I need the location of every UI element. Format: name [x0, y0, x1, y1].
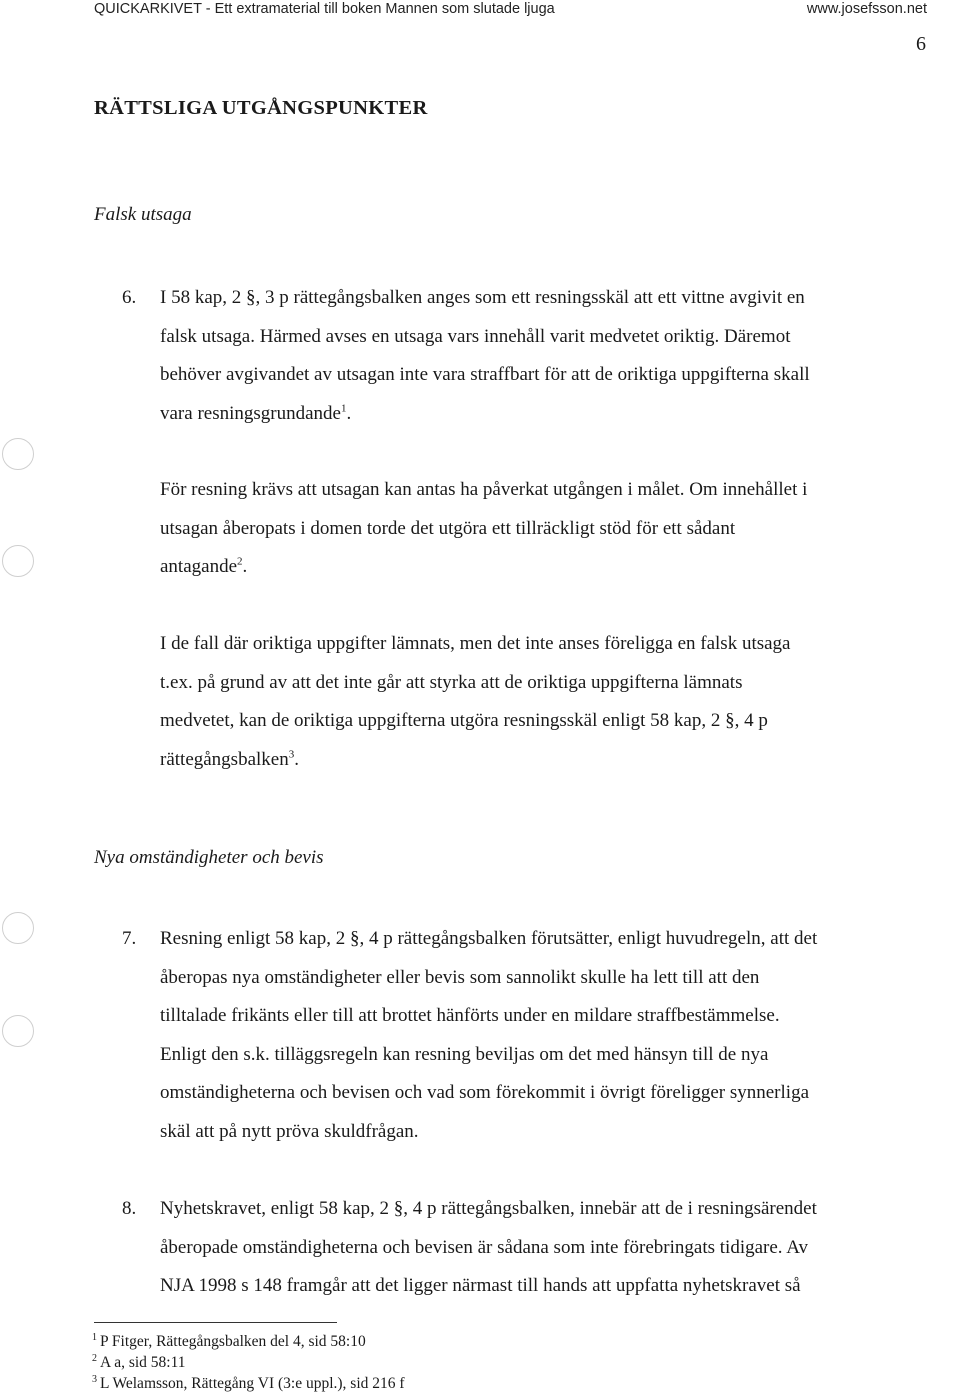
page-number: 6 [916, 33, 926, 55]
section-title: RÄTTSLIGA UTGÅNGSPUNKTER [94, 97, 428, 119]
line-end: . [346, 402, 352, 424]
footnote [92, 1331, 405, 1352]
text-line [160, 548, 807, 587]
text-line: I de fall där oriktiga uppgifter lämnats, men det inte anses föreligga en falsk utsaga [160, 633, 791, 654]
paragraph-7 [122, 920, 818, 1151]
footnote [92, 1352, 405, 1373]
header-title: QUICKARKIVET - Ett extramaterial till boken Mannen som slutade ljuga [94, 1, 555, 17]
line-end: . [242, 556, 248, 577]
text-line: utsagan åberopats i domen torde det utgöra ett tillräckligt stöd för ett sådant [160, 517, 736, 539]
text-line [160, 395, 810, 434]
paragraph-6-continued-2 [160, 625, 790, 779]
text-line: Nyhetskravet, enligt 58 kap, 2 §, 4 p rättegångsbalken, innebär att de i resningsärendet [160, 1198, 817, 1219]
text-line-content: vara resningsgrundande [160, 402, 341, 424]
text-line: medvetet, kan de oriktiga uppgifterna utgöra resningsskäl enligt 58 kap, 2 §, 4 p [160, 710, 768, 731]
text-line: I 58 kap, 2 §, 3 p rättegångsbalken anges som ett resningsskäl att ett vittne avgivit en [160, 287, 805, 308]
text-line: tilltalade frikänts eller till att brottet hänförts under en mildare straffbestämmelse. [160, 1005, 780, 1026]
text-line: åberopas nya omständigheter eller bevis som sannolikt skulle ha lett till att den [160, 966, 760, 988]
footnote-ref: 3 [288, 748, 295, 761]
text-line: åberopade omständigheterna och bevisen är sådana som inte förebringats tidigare. Av [160, 1236, 809, 1258]
subheading-nya-omstandigheter: Nya omständigheter och bevis [94, 847, 324, 868]
punch-hole-mark [2, 545, 34, 577]
paragraph-number: 8. [122, 1198, 137, 1219]
text-line: behöver avgivandet av utsagan inte vara straffbart för att de oriktiga uppgifterna skall [160, 364, 810, 385]
text-line-content: rättegångsbalken [160, 748, 289, 770]
text-line [160, 741, 790, 780]
paragraph-number: 6. [122, 287, 137, 308]
text-line: NJA 1998 s 148 framgår att det ligger närmast till hands att uppfatta nyhetskravet så [160, 1275, 801, 1296]
paragraph-number: 7. [122, 928, 137, 949]
text-line: Enligt den s.k. tilläggsregeln kan resning beviljas om det med hänsyn till de nya [160, 1043, 769, 1065]
punch-hole-mark [2, 1015, 34, 1047]
text-line: omständigheterna och bevisen och vad som förekommit i övrigt föreligger synnerliga [160, 1082, 809, 1103]
punch-hole-mark [2, 438, 34, 470]
footnote [92, 1373, 405, 1394]
footnote-text: L Welamsson, Rättegång VI (3:e uppl.), sid 216 f [100, 1375, 405, 1392]
paragraph-8 [122, 1190, 817, 1306]
paragraph-6-continued [160, 471, 807, 587]
text-line: För resning krävs att utsagan kan antas ha påverkat utgången i målet. Om innehållet i [160, 479, 808, 500]
header-url: www.josefsson.net [806, 1, 927, 17]
line-end: . [294, 748, 299, 770]
footnote-text: A a, sid 58:11 [100, 1354, 186, 1371]
text-line: t.ex. på grund av att det inte går att styrka att de oriktiga uppgifterna lämnats [160, 671, 743, 693]
footnote-ref: 1 [340, 402, 347, 415]
footnote-ref: 2 [237, 555, 243, 568]
footnote-number: 3 [92, 1373, 97, 1385]
paragraph-6 [122, 279, 810, 433]
footnote-number: 2 [92, 1352, 97, 1364]
subheading-falsk-utsaga: Falsk utsaga [94, 204, 192, 225]
footnote-divider [94, 1322, 337, 1323]
text-line-content: antagande [160, 556, 238, 577]
text-line: falsk utsaga. Härmed avses en utsaga vars innehåll varit medvetet oriktig. Däremot [160, 325, 791, 347]
footnote-text: P Fitger, Rättegångsbalken del 4, sid 58:10 [100, 1333, 366, 1350]
text-line: skäl att på nytt pröva skuldfrågan. [160, 1120, 419, 1142]
footnotes [92, 1331, 405, 1394]
footnote-number: 1 [92, 1331, 97, 1343]
text-line: Resning enligt 58 kap, 2 §, 4 p rättegångsbalken förutsätter, enligt huvudregeln, att det [160, 928, 818, 949]
punch-hole-mark [2, 912, 34, 944]
